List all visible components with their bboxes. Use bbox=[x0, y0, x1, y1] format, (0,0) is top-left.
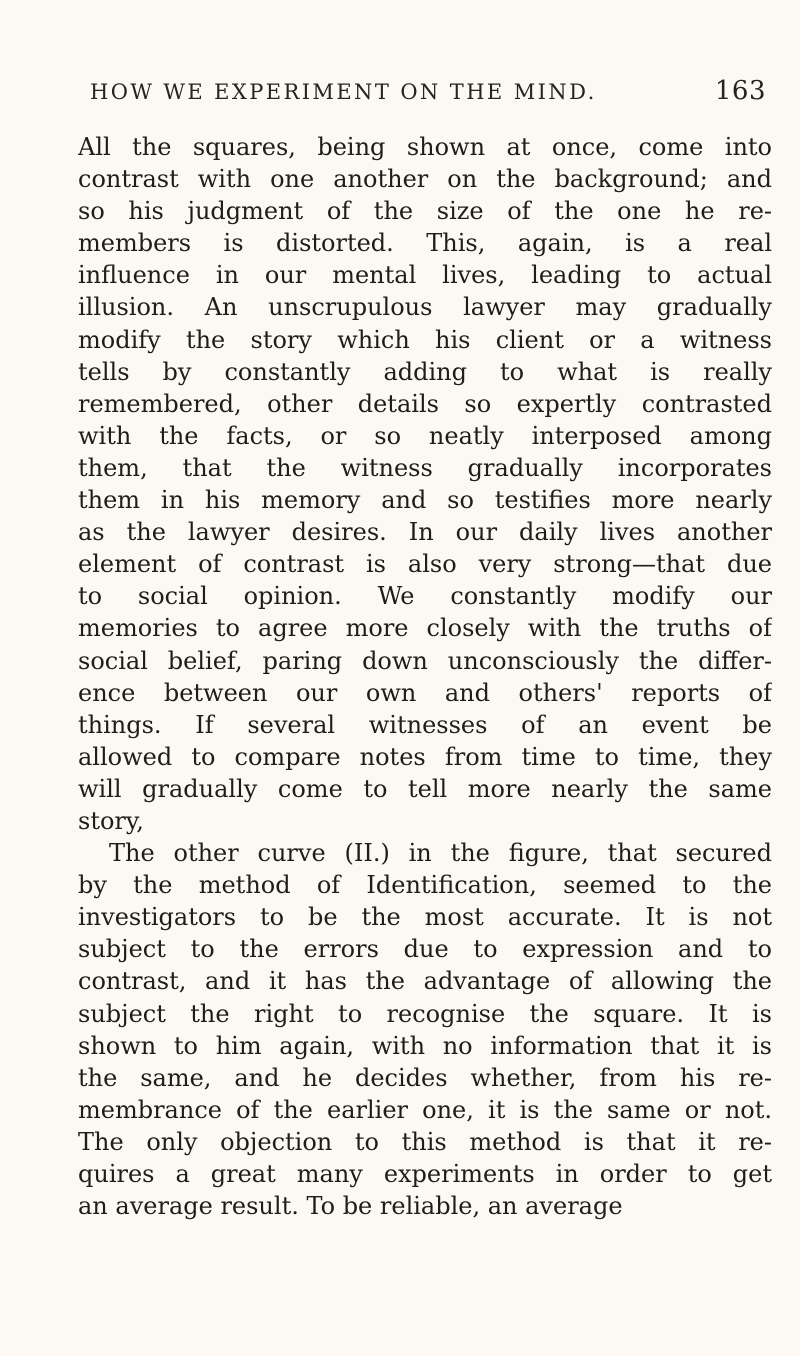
text-line: with the facts, or so neatly interposed among bbox=[78, 421, 772, 450]
text-line: members is distorted. This, again, is a real bbox=[78, 229, 772, 258]
text-line: The other curve (II.) in the figure, that secured bbox=[109, 839, 772, 868]
text-line: by the method of Identification, seemed to the bbox=[78, 871, 772, 900]
page-number: 163 bbox=[714, 76, 766, 106]
text-line: illusion. An unscrupulous lawyer may gradually bbox=[78, 293, 772, 322]
text-line: tells by constantly adding to what is really bbox=[78, 357, 772, 386]
text-line: allowed to compare notes from time to time, they bbox=[78, 742, 772, 771]
text-line: subject the right to recognise the square. It is bbox=[78, 999, 772, 1028]
text-line: ence between our own and others' reports of bbox=[78, 678, 772, 707]
text-line: quires a great many experiments in order to get bbox=[78, 1160, 772, 1188]
text-line: story, bbox=[78, 806, 144, 835]
text-line: investigators to be the most accurate. It is not bbox=[78, 903, 772, 932]
text-line: contrast with one another on the background; and bbox=[78, 165, 772, 194]
text-line: element of contrast is also very strong—that due bbox=[78, 550, 772, 579]
text-line: The only objection to this method is that it re- bbox=[78, 1127, 772, 1156]
text-line: as the lawyer desires. In our daily lives another bbox=[78, 518, 772, 547]
text-line: influence in our mental lives, leading to actual bbox=[78, 261, 772, 290]
text-line: them in his memory and so testifies more nearly bbox=[78, 486, 772, 515]
text-line: remembered, other details so expertly contrasted bbox=[78, 389, 772, 418]
text-line: to social opinion. We constantly modify our bbox=[78, 582, 772, 611]
text-line: All the squares, being shown at once, come into bbox=[78, 133, 772, 161]
text-line: things. If several witnesses of an event be bbox=[78, 710, 772, 739]
text-line: modify the story which his client or a witness bbox=[78, 325, 772, 354]
text-line: the same, and he decides whether, from his re- bbox=[78, 1063, 772, 1092]
text-line: membrance of the earlier one, it is the same or not. bbox=[78, 1095, 772, 1124]
text-line: so his judgment of the size of the one he re- bbox=[78, 197, 772, 226]
running-title: HOW WE EXPERIMENT ON THE MIND. bbox=[90, 80, 597, 104]
text-line: social belief, paring down unconsciously the differ- bbox=[78, 646, 772, 675]
body-text bbox=[78, 131, 772, 1222]
running-head bbox=[90, 76, 766, 116]
text-line: shown to him again, with no information that it is bbox=[78, 1031, 772, 1060]
text-line: will gradually come to tell more nearly the same bbox=[78, 774, 772, 803]
text-line: subject to the errors due to expression and to bbox=[78, 935, 772, 964]
text-line: them, that the witness gradually incorporates bbox=[78, 453, 772, 482]
text-line: memories to agree more closely with the truths of bbox=[78, 614, 772, 643]
text-line: an average result. To be reliable, an average bbox=[78, 1192, 623, 1221]
text-line: contrast, and it has the advantage of allowing the bbox=[78, 967, 772, 996]
